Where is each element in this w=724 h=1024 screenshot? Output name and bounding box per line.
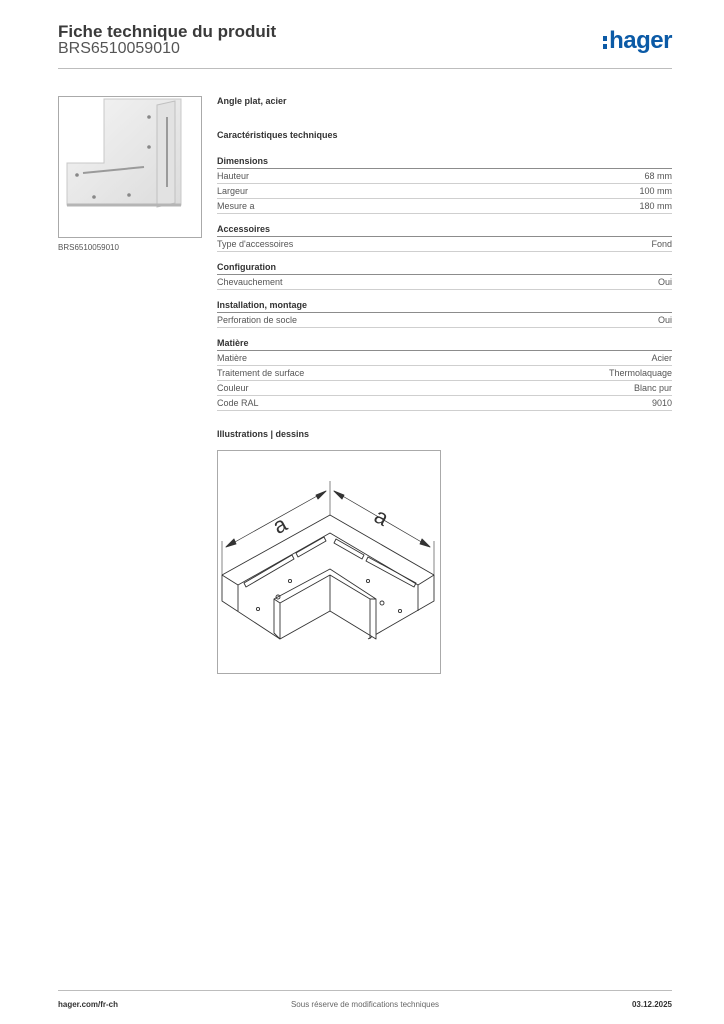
slot-left-2 — [296, 537, 326, 557]
spec-row — [217, 275, 672, 290]
spec-row — [217, 366, 672, 381]
hole — [288, 579, 291, 582]
hager-logo — [603, 27, 672, 55]
group-title: Matière — [217, 336, 672, 351]
slot-right — [334, 539, 364, 559]
spec-group-installation — [217, 298, 672, 328]
spec-value: Acier — [651, 353, 672, 363]
left-wall-top — [222, 575, 238, 585]
specifications — [217, 96, 672, 439]
slot-left — [244, 555, 294, 587]
spec-label: Largeur — [217, 186, 249, 196]
footer-date: 03.12.2025 — [631, 1000, 672, 1009]
product-photo-image — [59, 97, 201, 237]
spec-value: Oui — [657, 315, 672, 325]
spec-label: Hauteur — [217, 171, 250, 181]
arrow-icon — [226, 539, 236, 547]
spec-row — [217, 199, 672, 214]
illustrations-heading: Illustrations | dessins — [217, 429, 310, 439]
footer-website: hager.com/fr-ch — [58, 1000, 119, 1009]
product-name: Angle plat, acier — [217, 96, 287, 106]
dim-label-left: a — [268, 511, 292, 539]
spec-label: Mesure a — [217, 201, 255, 211]
spec-group-configuration — [217, 260, 672, 290]
spec-label: Type d'accessoires — [217, 239, 294, 249]
spec-label: Perforation de socle — [217, 315, 298, 325]
spec-row — [217, 313, 672, 328]
top-outer-edge — [222, 515, 434, 575]
group-title: Installation, montage — [217, 298, 672, 313]
footer-disclaimer: Sous réserve de modifications techniques — [290, 1000, 440, 1009]
spec-label: Traitement de surface — [217, 368, 305, 378]
spec-label: Code RAL — [217, 398, 259, 408]
spec-row — [217, 351, 672, 366]
logo-text: hager — [609, 27, 672, 54]
group-title: Accessoires — [217, 222, 672, 237]
group-title: Dimensions — [217, 154, 672, 169]
hole — [366, 579, 369, 582]
page-header — [58, 20, 672, 69]
spec-value: 68 mm — [644, 171, 672, 181]
spec-group-matiere — [217, 336, 672, 411]
spec-group-accessoires — [217, 222, 672, 252]
spec-row — [217, 381, 672, 396]
spec-value: 9010 — [651, 398, 672, 408]
arrow-icon — [420, 539, 430, 547]
tech-heading: Caractéristiques techniques — [217, 130, 338, 140]
spec-value: 100 mm — [639, 186, 672, 196]
photo-caption: BRS6510059010 — [58, 243, 119, 252]
slot-right-2 — [366, 557, 416, 587]
right-wall-top — [418, 575, 434, 585]
spec-row — [217, 396, 672, 411]
spec-row — [217, 237, 672, 252]
spec-value: Blanc pur — [633, 383, 672, 393]
spec-label: Couleur — [217, 383, 249, 393]
hole — [398, 609, 401, 612]
technical-drawing — [217, 450, 441, 674]
right-base-edge — [368, 575, 434, 639]
logo-dots-icon — [603, 33, 607, 49]
arrow-icon — [334, 491, 344, 499]
spec-value: Thermolaquage — [608, 368, 672, 378]
corner-drawing — [218, 451, 440, 673]
spec-value: Fond — [651, 239, 672, 249]
arrow-icon — [316, 491, 326, 499]
spec-value: 180 mm — [639, 201, 672, 211]
spec-row — [217, 169, 672, 184]
spec-row — [217, 184, 672, 199]
spec-label: Chevauchement — [217, 277, 283, 287]
hole — [380, 601, 384, 605]
spec-group-dimensions — [217, 154, 672, 214]
spec-value: Oui — [657, 277, 672, 287]
product-reference: BRS6510059010 — [58, 40, 180, 57]
group-title: Configuration — [217, 260, 672, 275]
dim-label-right: a — [370, 502, 393, 531]
page-footer — [58, 990, 672, 1015]
product-photo — [58, 96, 202, 238]
hole — [256, 607, 259, 610]
spec-label: Matière — [217, 353, 248, 363]
page-title: Fiche technique du produit — [58, 22, 277, 41]
